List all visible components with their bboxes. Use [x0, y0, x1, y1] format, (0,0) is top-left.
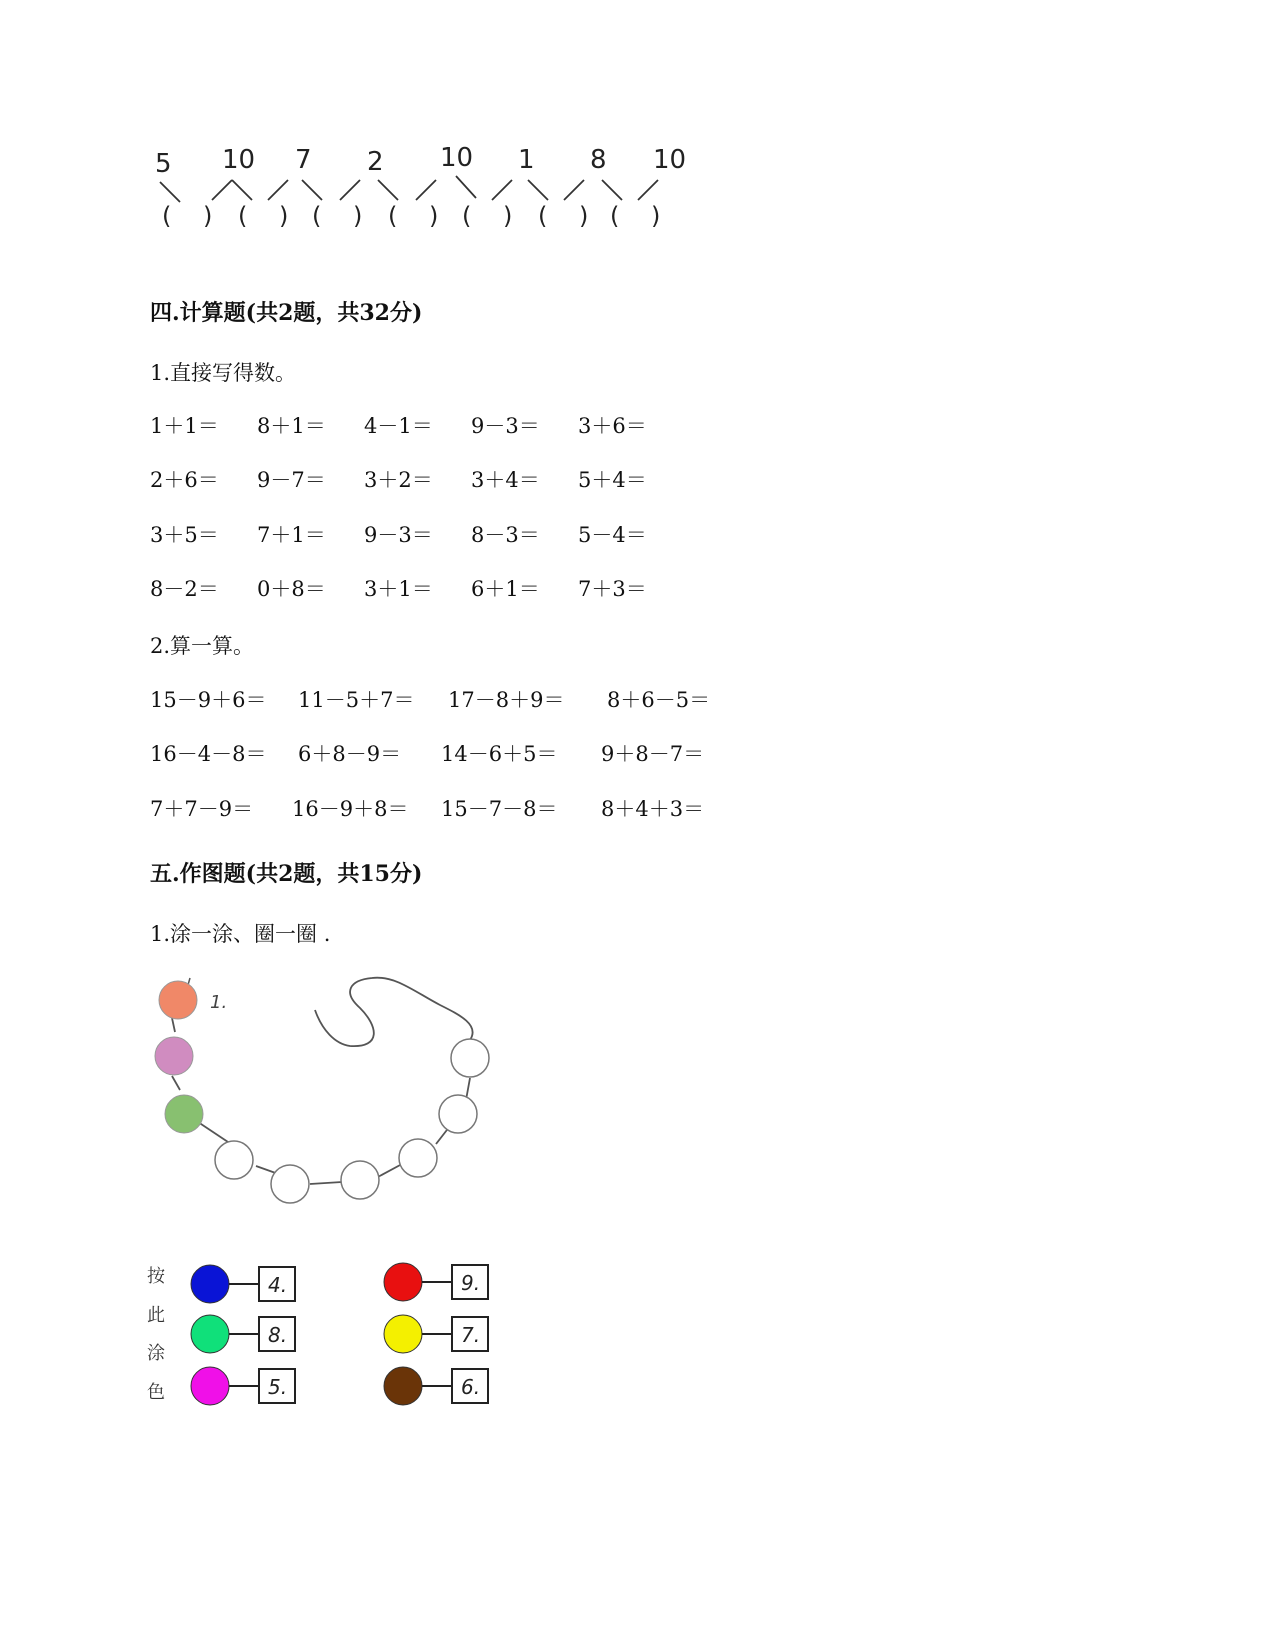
- bead-empty[interactable]: [451, 1039, 489, 1077]
- top-number: 10: [653, 145, 687, 175]
- legend-color-swatch: [384, 1315, 422, 1353]
- legend-number: 7.: [461, 1323, 481, 1347]
- arithmetic-problem: 3＋4＝: [471, 468, 540, 492]
- mixed-arithmetic-problem: 9＋8－7＝: [601, 742, 705, 766]
- split-line: [212, 180, 232, 200]
- arithmetic-problem: 3＋6＝: [578, 414, 647, 438]
- mixed-arithmetic-problem: 6＋8－9＝: [298, 742, 402, 766]
- legend-color-swatch: [191, 1315, 229, 1353]
- legend-color-swatch: [191, 1367, 229, 1405]
- mixed-arithmetic-problem: 16－9＋8＝: [292, 797, 409, 821]
- split-line: [602, 180, 622, 200]
- arithmetic-problem: 0＋8＝: [257, 577, 326, 601]
- legend-color-swatch: [384, 1367, 422, 1405]
- top-number: 1: [518, 145, 535, 175]
- arithmetic-problem: 8－2＝: [150, 577, 219, 601]
- top-number: 10: [440, 143, 474, 173]
- mixed-arithmetic-problem: 16－4－8＝: [150, 742, 267, 766]
- answer-parentheses[interactable]: ( ): [312, 202, 363, 230]
- split-line: [456, 176, 476, 198]
- split-line: [160, 182, 180, 202]
- number-split-figure: [140, 140, 700, 250]
- legend-number: 5.: [268, 1375, 288, 1399]
- legend-char: 色: [147, 1382, 165, 1403]
- mixed-arithmetic-problem: 11－5＋7＝: [298, 688, 415, 712]
- bead-empty[interactable]: [215, 1141, 253, 1179]
- mixed-arithmetic-problem: 14－6＋5＝: [441, 742, 558, 766]
- bead-pink: [155, 1037, 193, 1075]
- bead-green: [165, 1095, 203, 1133]
- arithmetic-problem: 3＋1＝: [364, 577, 433, 601]
- legend-number: 4.: [268, 1273, 288, 1297]
- answer-parentheses[interactable]: ( ): [238, 202, 289, 230]
- color-legend-figure: [145, 1258, 515, 1428]
- legend-number: 8.: [268, 1323, 288, 1347]
- legend-char: 此: [147, 1305, 165, 1326]
- question-2-title: 2.算一算。: [150, 634, 255, 658]
- split-line: [232, 180, 252, 200]
- answer-parentheses[interactable]: ( ): [462, 202, 513, 230]
- mixed-arithmetic-problem: 8＋6－5＝: [607, 688, 711, 712]
- arithmetic-problem: 5－4＝: [578, 523, 647, 547]
- top-number: 10: [222, 145, 256, 175]
- top-number: 5: [155, 149, 172, 179]
- split-line: [268, 180, 288, 200]
- legend-number: 9.: [461, 1271, 481, 1295]
- arithmetic-problem: 6＋1＝: [471, 577, 540, 601]
- mixed-arithmetic-problem: 17－8＋9＝: [448, 688, 565, 712]
- legend-number: 6.: [461, 1375, 481, 1399]
- arithmetic-problem: 4－1＝: [364, 414, 433, 438]
- drawing-question-1-title: 1.涂一涂、圈一圈 .: [150, 922, 331, 946]
- legend-color-swatch: [191, 1265, 229, 1303]
- answer-parentheses[interactable]: ( ): [388, 202, 439, 230]
- mixed-arithmetic-problem: 15－9＋6＝: [150, 688, 267, 712]
- arithmetic-problem: 3＋2＝: [364, 468, 433, 492]
- top-number: 8: [590, 145, 607, 175]
- arithmetic-problem: 2＋6＝: [150, 468, 219, 492]
- bead-figure-label: 1.: [210, 992, 228, 1013]
- split-line: [528, 180, 548, 200]
- split-line: [340, 180, 360, 200]
- arithmetic-problem: 8－3＝: [471, 523, 540, 547]
- mixed-arithmetic-problem: 7＋7－9＝: [150, 797, 254, 821]
- bead-empty[interactable]: [439, 1095, 477, 1133]
- bead-empty[interactable]: [341, 1161, 379, 1199]
- mixed-arithmetic-problem: 8＋4＋3＝: [601, 797, 705, 821]
- split-line: [302, 180, 322, 200]
- arithmetic-problem: 7＋3＝: [578, 577, 647, 601]
- answer-parentheses[interactable]: ( ): [162, 202, 213, 230]
- top-number: 7: [295, 145, 312, 175]
- answer-parentheses[interactable]: ( ): [610, 202, 661, 230]
- arithmetic-problem: 3＋5＝: [150, 523, 219, 547]
- arithmetic-problem: 9－3＝: [364, 523, 433, 547]
- arithmetic-problem: 1＋1＝: [150, 414, 219, 438]
- split-line: [416, 180, 436, 200]
- top-number: 2: [367, 147, 384, 177]
- split-line: [492, 180, 512, 200]
- legend-char: 按: [147, 1266, 165, 1287]
- arithmetic-problem: 8＋1＝: [257, 414, 326, 438]
- bead-empty[interactable]: [271, 1165, 309, 1203]
- split-line: [564, 180, 584, 200]
- bead-empty[interactable]: [399, 1139, 437, 1177]
- split-line: [378, 180, 398, 200]
- arithmetic-problem: 5＋4＝: [578, 468, 647, 492]
- legend-char: 涂: [147, 1343, 165, 1364]
- answer-parentheses[interactable]: ( ): [538, 202, 589, 230]
- arithmetic-problem: 9－3＝: [471, 414, 540, 438]
- legend-color-swatch: [384, 1263, 422, 1301]
- bead-orange: [159, 981, 197, 1019]
- arithmetic-problem: 7＋1＝: [257, 523, 326, 547]
- section-4-heading: 四.计算题(共2题，共32分): [150, 300, 423, 326]
- section-5-heading: 五.作图题(共2题，共15分): [150, 861, 423, 887]
- bead-string-figure: [150, 970, 510, 1210]
- split-line: [638, 180, 658, 200]
- mixed-arithmetic-problem: 15－7－8＝: [441, 797, 558, 821]
- arithmetic-problem: 9－7＝: [257, 468, 326, 492]
- question-1-title: 1.直接写得数。: [150, 361, 297, 385]
